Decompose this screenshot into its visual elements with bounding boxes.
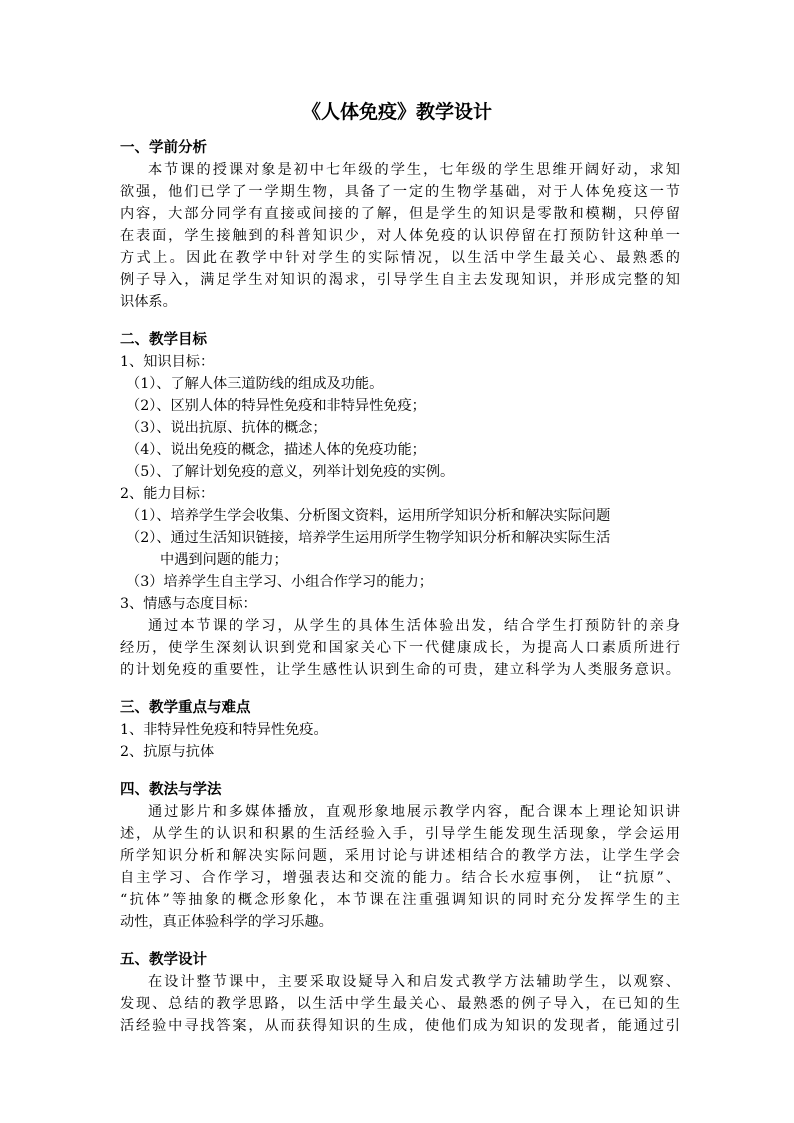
list-item: 2、抗原与抗体: [120, 744, 215, 760]
paragraph-line: 欲强，他们已学了一学期生物，具备了一定的生物学基础，对于人体免疫这一节: [120, 184, 680, 200]
subheading-ability-goals: 2、能力目标：: [120, 486, 215, 502]
list-item: 1、非特异性免疫和特异性免疫。: [120, 722, 328, 738]
list-item: （2）、区别人体的特异性免疫和非特异性免疫；: [126, 398, 426, 414]
paragraph-line: 经历，使学生深刻认识到党和国家关心下一代健康成长，为提高人口素质所进行: [120, 640, 680, 656]
section-heading-teaching-goals: 二、教学目标: [120, 331, 207, 348]
list-item: （4）、说出免疫的概念，描述人体的免疫功能；: [126, 442, 426, 458]
paragraph-line: 在设计整节课中，主要采取设疑导入和启发式教学方法辅助学生，以观察、: [148, 974, 680, 990]
list-item: （1）、培养学生学会收集、分析图文资料，运用所学知识分析和解决实际问题: [126, 508, 611, 524]
section-heading-prestudy-analysis: 一、学前分析: [120, 139, 207, 156]
paragraph-line: 方式上。因此在教学中针对学生的实际情况，以生活中学生最关心、最熟悉的: [120, 250, 680, 266]
document-body: [120, 137, 680, 1037]
paragraph-line: 述，从学生的认识和积累的生活经验入手，引导学生能发现生活现象，学会运用: [120, 826, 680, 842]
subheading-knowledge-goals: 1、知识目标：: [120, 354, 215, 370]
list-item: （3）、说出抗原、抗体的概念；: [126, 420, 327, 436]
section-spacer: [120, 313, 680, 329]
paragraph-line: 通过影片和多媒体播放，直观形象地展示教学内容，配合课本上理论知识讲: [148, 804, 680, 820]
paragraph-line: “抗体”等抽象的概念形象化，本节课在注重强调知识的同时充分发挥学生的主: [120, 892, 680, 908]
subheading-emotion-goals: 3、情感与态度目标：: [120, 596, 257, 612]
list-item: （5）、了解计划免疫的意义，列举计划免疫的实例。: [126, 464, 455, 480]
paragraph-line: 通过本节课的学习，从学生的具体生活体验出发，结合学生打预防针的亲身: [148, 618, 680, 634]
paragraph-line: 动性，真正体验科学的学习乐趣。: [120, 914, 333, 930]
paragraph-line: 本节课的授课对象是初中七年级的学生，七年级的学生思维开阔好动，求知: [148, 162, 680, 178]
list-item: （3）培养学生自主学习、小组合作学习的能力；: [126, 574, 433, 590]
paragraph-line: 内容，大部分同学有直接或间接的了解，但是学生的知识是零散和模糊，只停留: [120, 206, 680, 222]
paragraph-line: 自主学习、合作学习，增强表达和交流的能力。结合长水痘事例， 让“抗原”、: [120, 870, 680, 886]
list-item: （1）、了解人体三道防线的组成及功能。: [126, 376, 384, 392]
paragraph-line: 活经验中寻找答案，从而获得知识的生成，使他们成为知识的发现者，能通过引: [120, 1018, 680, 1034]
paragraph-line: 所学知识分析和解决实际问题，采用讨论与讲述相结合的教学方法，让学生学会: [120, 848, 680, 864]
section-spacer: [120, 763, 680, 779]
paragraph-line: 的计划免疫的重要性，让学生感性认识到生命的可贵，建立科学为人类服务意识。: [120, 662, 680, 678]
list-item: （2）、通过生活知识链接，培养学生运用所学生物学知识分析和解决实际生活: [126, 530, 611, 546]
section-spacer: [120, 933, 680, 949]
section-heading-teaching-design: 五、教学设计: [120, 951, 207, 968]
paragraph-line: 在表面，学生接触到的科普知识少，对人体免疫的认识停留在打预防针这种单一: [120, 228, 680, 244]
section-heading-methods: 四、教法与学法: [120, 781, 222, 798]
section-heading-key-points: 三、教学重点与难点: [120, 699, 251, 716]
paragraph-line: 例子导入，满足学生对知识的渴求，引导学生自主去发现知识，并形成完整的知: [120, 272, 680, 288]
list-item-continuation: 中遇到问题的能力；: [160, 552, 288, 568]
paragraph-line: 识体系。: [120, 294, 177, 310]
paragraph-line: 发现、总结的教学思路，以生活中学生最关心、最熟悉的例子导入，在已知的生: [120, 996, 680, 1012]
section-spacer: [120, 681, 680, 697]
document-title: 《人体免疫》教学设计: [301, 101, 492, 123]
